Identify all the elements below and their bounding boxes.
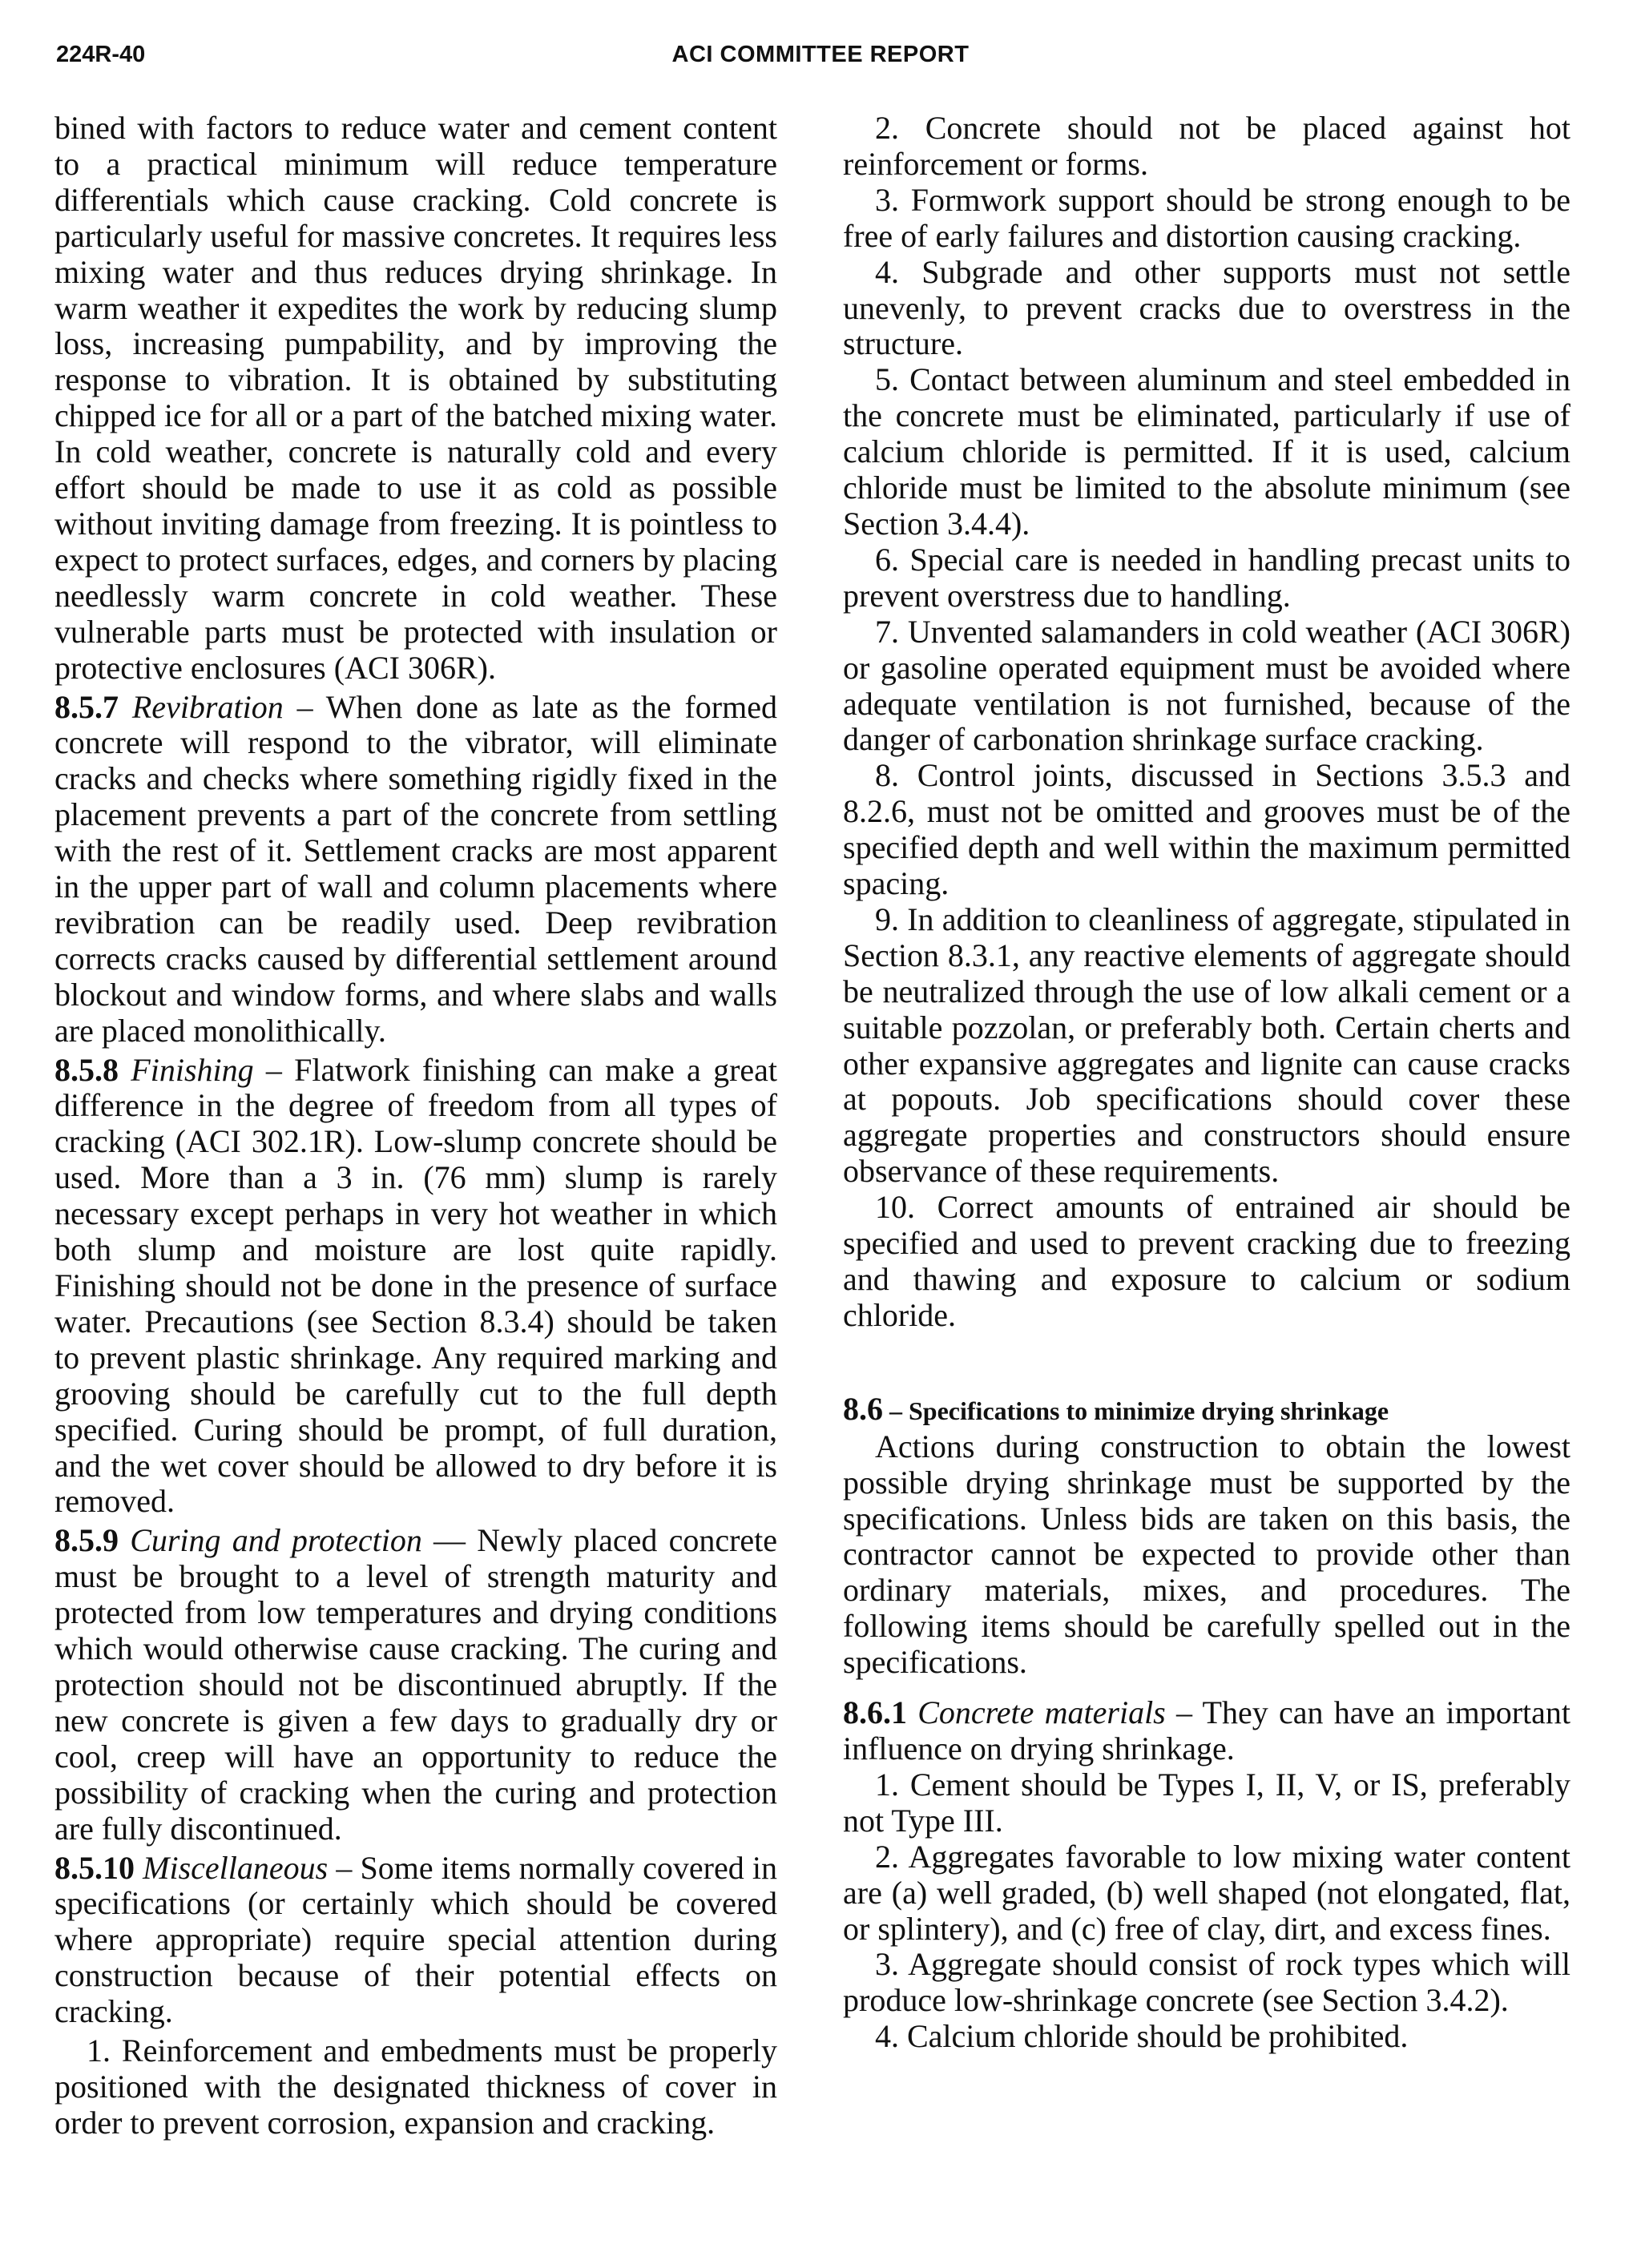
section-text: – They can have an important influence on drying shrinkage. (843, 1694, 1571, 1766)
section-8-6-heading (843, 1392, 1570, 1429)
section-8-6-text: Actions during construction to obtain the lowest possible drying shrinkage must be supported by the specifications. Unless bids are taken on this basis, the contractor cannot be expected to provide other than ordinary materials, mixes, and procedures. The following items should be carefully spelled out in the specifications. (843, 1428, 1570, 1681)
page-header (56, 42, 1585, 74)
list-item: 8. Control joints, discussed in Sections 3.5.3 and 8.2.6, must not be omitted and grooves must be of the specified depth and well within the maximum permitted spacing. (843, 757, 1570, 902)
section-text: – Flatwork finishing can make a great difference in the degree of freedom from all types of cracking (ACI 302.1R). Low-slump concrete should be used. More than a 3 in. (76 mm) slump is rarely necessary except perhaps in very hot weather in which both slump and moisture are lost quite rapidly. Finishing should not be done in the presence of surface water. Precautions (see Section 8.3.4) should be taken to prevent plastic shrinkage. Any required marking and grooving should be carefully cut to the full depth specified. Curing should be prompt, of full duration, and the wet cover should be allowed to dry before it is removed. (54, 1051, 778, 1520)
list-item: 4. Calcium chloride should be prohibited. (875, 2018, 1409, 2055)
section-8-5-8 (54, 1053, 777, 1521)
section-number: 8.5.8 (54, 1051, 119, 1088)
section-number: 8.5.10 (54, 1849, 135, 1886)
section-title: Finishing (131, 1051, 254, 1088)
list-item: 2. Aggregates favorable to low mixing water content are (a) well graded, (b) well shaped (not elongated, flat, or splintery), and (c) free of clay, dirt, and excess fines. (843, 1838, 1570, 1947)
right-column (843, 111, 1570, 2055)
section-8-5-10 (54, 1851, 777, 2031)
section-number: 8.5.9 (54, 1522, 119, 1559)
section-title: Concrete materials (917, 1694, 1166, 1731)
list-item: 9. In addition to cleanliness of aggregate, stipulated in Section 8.3.1, any reactive elements of aggregate should be neutralized through the use of low alkali cement or a suitable pozzolan, or preferably both. Certain cherts and other expansive aggregates and lignite can cause cracks at popouts. Job specifications should cover these aggregate properties and constructors should ensure observance of these requirements. (843, 900, 1570, 1190)
section-title: Miscellaneous (143, 1849, 329, 1886)
paragraph-continued: bined with factors to reduce water and cement content to a practical minimum will reduce temperature differentials which cause cracking. Cold concrete is particularly useful for massive concretes. It requires less mixing water and thus reduces drying shrinkage. In warm weather it expedites the work by reducing slump loss, increasing pumpability, and by improving the response to vibration. It is obtained by substituting chipped ice for all or a part of the batched mixing water. In cold weather, concrete is naturally cold and every effort should be made to use it as cold as possible without inviting damage from freezing. It is pointless to expect to protect surfaces, edges, and corners by placing needlessly warm concrete in cold weather. These vulnerable parts must be protected with insulation or protective enclosures (ACI 306R). (54, 110, 777, 686)
list-item: 1. Cement should be Types I, II, V, or IS, preferably not Type III. (843, 1766, 1570, 1839)
list-item: 10. Correct amounts of entrained air should be specified and used to prevent cracking due to freezing and thawing and exposure to calcium or sodium chloride. (843, 1189, 1570, 1333)
list-item: 3. Formwork support should be strong enough to be free of early failures and distortion causing cracking. (843, 181, 1570, 254)
page-number: 224R-40 (56, 42, 146, 67)
section-title: Curing and protection (130, 1522, 422, 1559)
list-item: 5. Contact between aluminum and steel embedded in the concrete must be eliminated, particularly if use of calcium chloride is permitted. If it is used, calcium chloride must be limited to the absolute minimum (see Section 3.4.4). (843, 361, 1570, 542)
list-item: 6. Special care is needed in handling precast units to prevent overstress due to handling. (843, 541, 1570, 614)
section-text: – Some items normally covered in specifications (or certainly which should be covered where appropriate) require special attention during construction because of their potential effects on cracking. (54, 1849, 778, 2030)
list-item: 2. Concrete should not be placed against hot reinforcement or forms. (843, 110, 1570, 182)
left-column (54, 111, 777, 2141)
section-8-6-1 (843, 1695, 1570, 1767)
section-title: Revibration (131, 688, 284, 725)
section-8-5-9 (54, 1523, 777, 1847)
section-number: 8.6.1 (843, 1694, 907, 1731)
list-item: 7. Unvented salamanders in cold weather (ACI 306R) or gasoline operated equipment must be avoided where adequate ventilation is not furnished, because of the danger of carbonation shrinkage surface cracking. (843, 613, 1570, 758)
section-title: – Specifications to minimize drying shrinkage (889, 1396, 1389, 1425)
list-item: 1. Reinforcement and embedments must be properly positioned with the designated thickness of cover in order to prevent corrosion, expansion and cracking. (54, 2032, 777, 2141)
section-text: – When done as late as the formed concrete will respond to the vibrator, will eliminate cracks and checks where something rigidly fixed in the placement prevents a part of the concrete from settling with the rest of it. Settlement cracks are most apparent in the upper part of wall and column placements where revibration can be readily used. Deep revibration corrects cracks caused by differential settlement around blockout and window forms, and where slabs and walls are placed monolithically. (54, 688, 777, 1049)
section-text: — Newly placed concrete must be brought to a level of strength maturity and protected from low temperatures and drying conditions which would otherwise cause cracking. The curing and protection should not be discontinued abruptly. If the new concrete is given a few days to gradually dry or cool, creep will have an opportunity to reduce the possibility of cracking when the curing and protection are fully discontinued. (54, 1522, 778, 1847)
section-8-5-7 (54, 690, 777, 1049)
list-item: 3. Aggregate should consist of rock types which will produce low-shrinkage concrete (see Section 3.4.2). (843, 1946, 1570, 2019)
list-item: 4. Subgrade and other supports must not settle unevenly, to prevent cracks due to overstress in the structure. (843, 253, 1570, 362)
running-title: ACI COMMITTEE REPORT (671, 42, 970, 67)
section-number: 8.6 (843, 1390, 883, 1427)
section-number: 8.5.7 (54, 688, 119, 725)
